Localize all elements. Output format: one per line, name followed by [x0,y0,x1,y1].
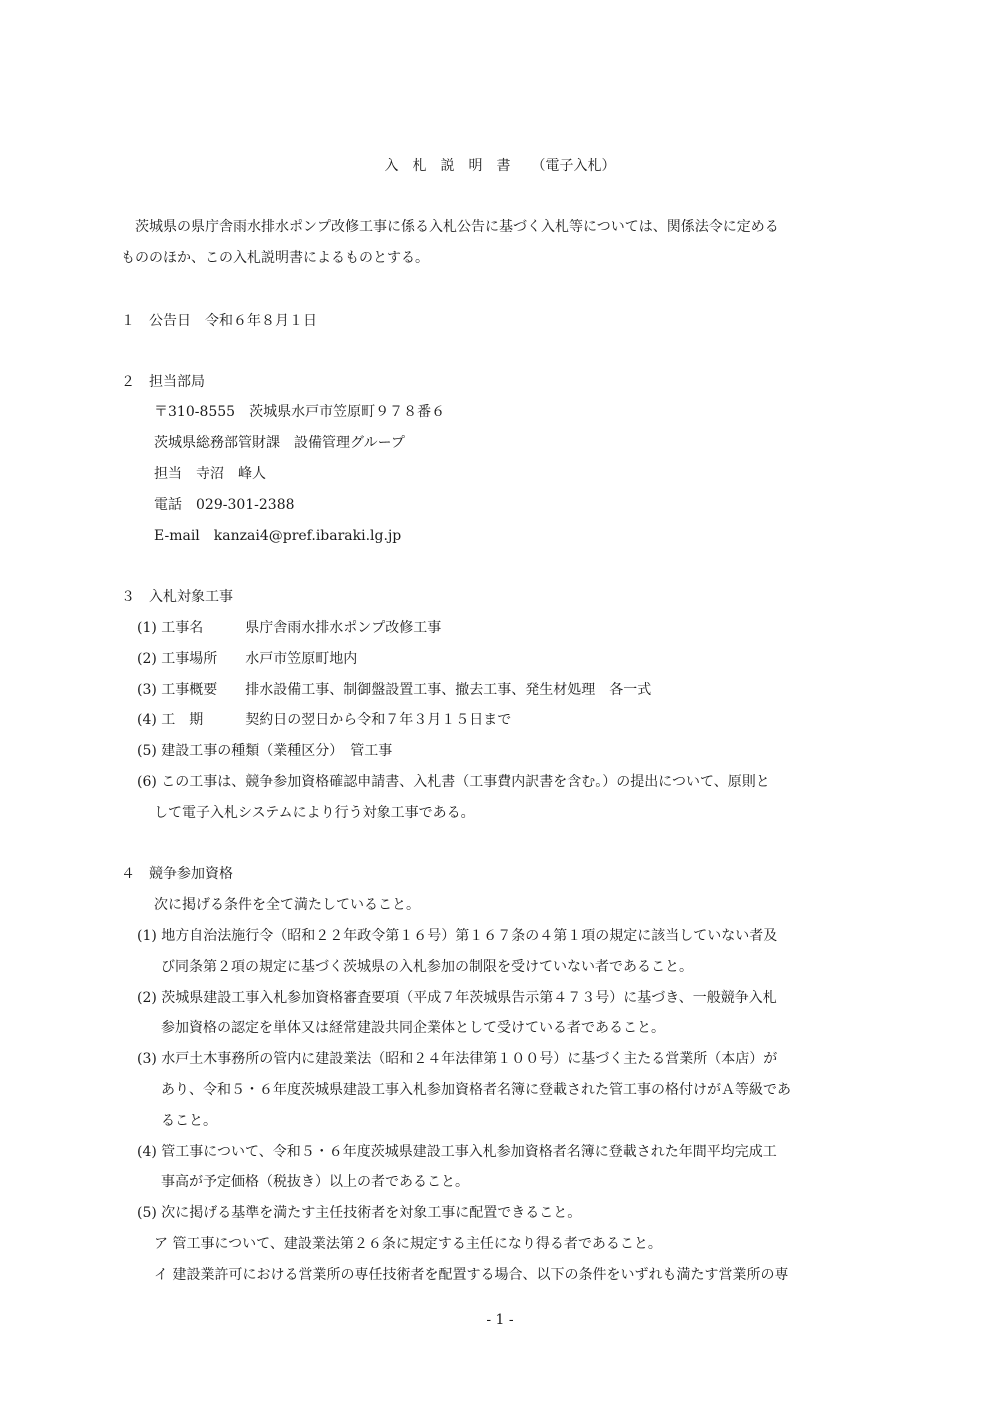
work-type-item: (5) 建設工事の種類（業種区分） 管工事 [137,743,393,759]
document-title: 入 札 説 明 書 （電子入札） [384,158,616,174]
contact-phone: 電話 029-301-2388 [154,497,295,513]
qualification-2: (2) 茨城県建設工事入札参加資格審査要項（平成７年茨城県告示第４７３号）に基づき、一般競争入札 [137,990,777,1006]
qualification-3-cont-1: あり、令和５・６年度茨城県建設工事入札参加資格者名簿に登載された管工事の格付けがＡ等級であ [161,1082,791,1098]
qualification-1: (1) 地方自治法施行令（昭和２２年政令第１６号）第１６７条の４第１項の規定に該当していない者及 [137,928,778,944]
qualification-5-a: ア 管工事について、建設業法第２６条に規定する主任になり得る者であること。 [154,1236,662,1252]
section-3-heading: ３ 入札対象工事 [121,589,233,605]
section-4-heading: ４ 競争参加資格 [121,866,233,882]
page-number: - 1 - [486,1312,514,1328]
department-name: 茨城県総務部管財課 設備管理グループ [154,435,405,451]
qualification-4: (4) 管工事について、令和５・６年度茨城県建設工事入札参加資格者名簿に登載された年間平均完成工 [137,1144,777,1160]
contact-person: 担当 寺沼 峰人 [154,466,266,482]
department-address: 〒310-8555 茨城県水戸市笠原町９７８番６ [154,404,446,420]
contact-email: E-mail kanzai4@pref.ibaraki.lg.jp [154,528,402,544]
section-1-public-notice-date: １ 公告日 令和６年８月１日 [121,313,317,329]
intro-line-1: 茨城県の県庁舎雨水排水ポンプ改修工事に係る入札公告に基づく入札等については、関係法令に定める [121,219,779,235]
qualification-5-i: イ 建設業許可における営業所の専任技術者を配置する場合、以下の条件をいずれも満たす営業所の専 [154,1267,789,1283]
work-name-item: (1) 工事名 県庁舎雨水排水ポンプ改修工事 [137,620,442,636]
electronic-bidding-item: (6) この工事は、競争参加資格確認申請書、入札書（工事費内訳書を含む。）の提出について、原則と [137,774,770,790]
qualification-2-cont: 参加資格の認定を単体又は経常建設共同企業体として受けている者であること。 [161,1020,665,1036]
intro-line-2: もののほか、この入札説明書によるものとする。 [121,250,429,266]
work-overview-item: (3) 工事概要 排水設備工事、制御盤設置工事、撤去工事、発生材処理 各一式 [137,682,652,698]
qualification-5: (5) 次に掲げる基準を満たす主任技術者を対象工事に配置できること。 [137,1205,582,1221]
qualification-intro: 次に掲げる条件を全て満たしていること。 [154,897,420,913]
qualification-4-cont: 事高が予定価格（税抜き）以上の者であること。 [161,1174,469,1190]
qualification-3-cont-2: ること。 [161,1113,217,1129]
qualification-3: (3) 水戸土木事務所の管内に建設業法（昭和２４年法律第１００号）に基づく主たる営業所（本店）が [137,1051,778,1067]
qualification-1-cont: び同条第２項の規定に基づく茨城県の入札参加の制限を受けていない者であること。 [161,959,693,975]
work-location-item: (2) 工事場所 水戸市笠原町地内 [137,651,358,667]
work-period-item: (4) 工 期 契約日の翌日から令和７年３月１５日まで [137,712,512,728]
electronic-bidding-item-cont: して電子入札システムにより行う対象工事である。 [154,805,475,821]
section-2-heading: ２ 担当部局 [121,374,205,390]
